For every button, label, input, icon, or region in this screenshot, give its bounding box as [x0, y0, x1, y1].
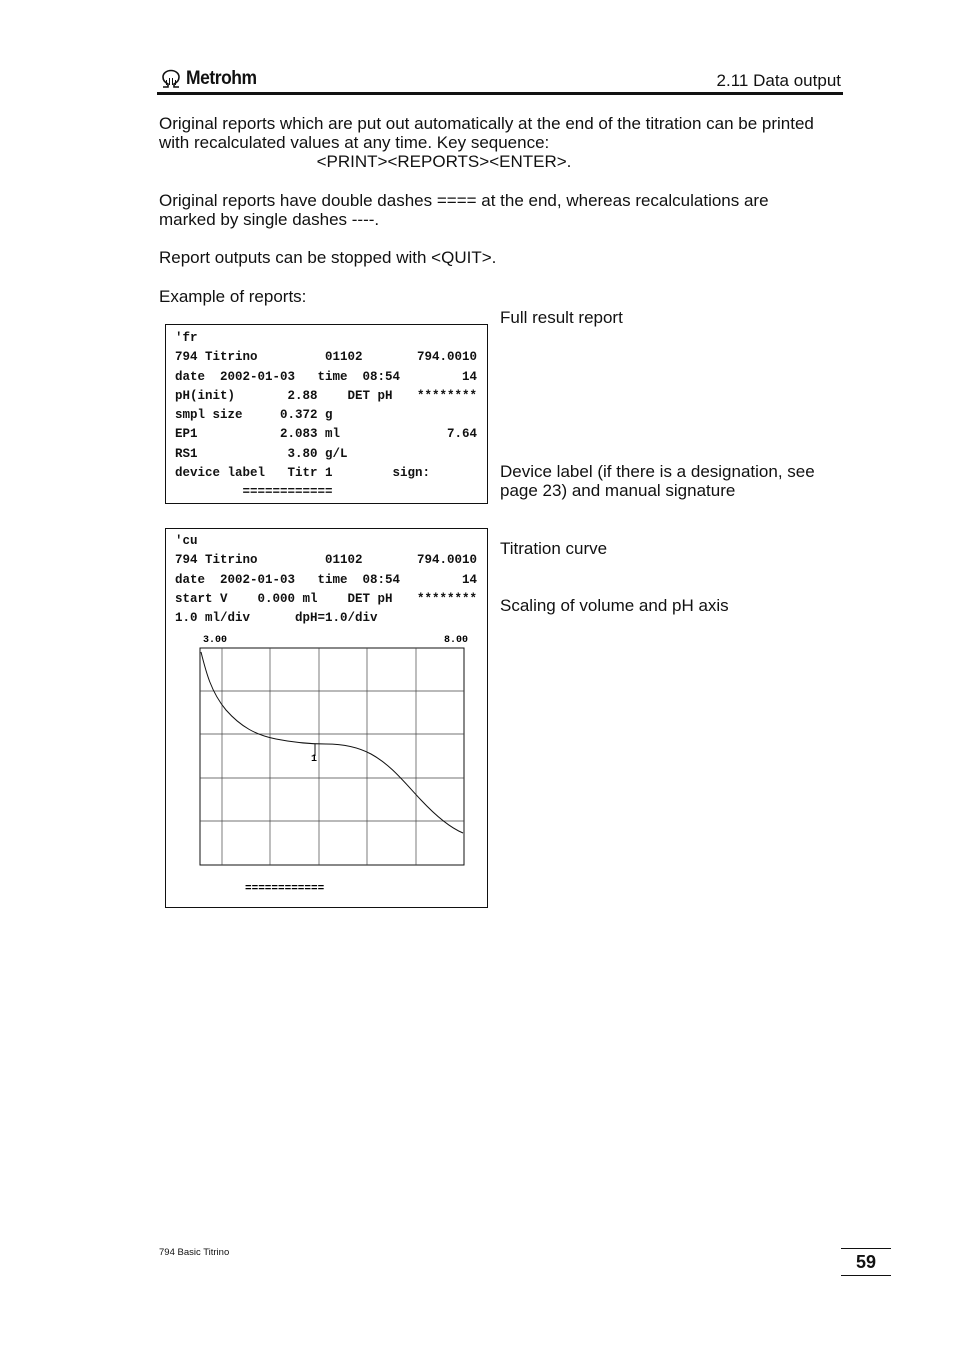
- annotation-full-result: Full result report: [500, 308, 623, 327]
- curve-svg: [166, 632, 487, 907]
- report-line-left: 'cu: [175, 534, 198, 548]
- report-line-left: 794 Titrino 01102: [175, 553, 363, 568]
- section-title: 2.11 Data output: [716, 71, 841, 90]
- axis-right-label: 8.00: [444, 635, 469, 646]
- paragraph-dashes: [159, 191, 839, 229]
- report-line-right: 14: [461, 369, 477, 384]
- report-line: [166, 406, 487, 425]
- report-line-left: start V 0.000 ml DET pH: [175, 591, 393, 606]
- titration-curve-line: [201, 652, 463, 833]
- report-line-left: smpl size 0.372 g: [175, 408, 333, 423]
- plot-frame: [200, 648, 464, 865]
- report-line: [166, 483, 487, 502]
- report-line-right: ********: [416, 388, 477, 403]
- report-line: [166, 551, 487, 570]
- paragraph-example: Example of reports:: [159, 287, 307, 306]
- paragraph-line: marked by single dashes ----.: [159, 210, 380, 229]
- report-line-left: ============: [175, 485, 333, 500]
- report-lines: [166, 532, 487, 628]
- report-line-left: 'fr: [175, 331, 198, 345]
- footer-product: 794 Basic Titrino: [159, 1247, 230, 1258]
- report-line: [166, 425, 487, 444]
- report-line-left: EP1 2.083 ml: [175, 427, 341, 442]
- report-line-left: date 2002-01-03 time 08:54: [175, 369, 401, 384]
- report-line: [166, 609, 487, 628]
- end-marker: ============: [245, 883, 325, 895]
- report-line-right: 794.0010: [416, 350, 477, 365]
- key-sequence: <PRINT><REPORTS><ENTER>.: [316, 152, 572, 171]
- metrohm-logo: [160, 66, 263, 92]
- titration-curve-plot: [166, 632, 487, 912]
- report-line: [166, 445, 487, 464]
- report-line: [166, 464, 487, 483]
- report-line: [166, 348, 487, 367]
- report-line-left: pH(init) 2.88 DET pH: [175, 388, 393, 403]
- endpoint-label: 1: [311, 754, 318, 765]
- annotation-device-label: [500, 462, 815, 500]
- axis-left-label: 3.00: [203, 635, 228, 646]
- titration-curve-report: [165, 528, 488, 908]
- report-line: [166, 590, 487, 609]
- annotation-line: page 23) and manual signature: [500, 481, 736, 500]
- report-line-left: date 2002-01-03 time 08:54: [175, 572, 401, 587]
- page-number: 59: [841, 1248, 891, 1276]
- annotation-line: Device label (if there is a designation, see: [500, 462, 815, 481]
- report-lines: [166, 329, 487, 503]
- paragraph-line: with recalculated values at any time. Key sequence:: [159, 133, 550, 152]
- report-line: [166, 571, 487, 590]
- header-rule: [157, 92, 843, 95]
- paragraph-line: Original reports have double dashes ==== at the end, whereas recalculations are: [159, 191, 769, 210]
- report-line: [166, 368, 487, 387]
- annotation-titration-curve: Titration curve: [500, 539, 608, 558]
- report-line-right: 794.0010: [416, 553, 477, 568]
- report-line-left: device label Titr 1 sign:: [175, 466, 431, 481]
- annotation-scaling: Scaling of volume and pH axis: [500, 596, 729, 615]
- report-line-left: 1.0 ml/div dpH=1.0/div: [175, 611, 378, 626]
- report-line-left: 794 Titrino 01102: [175, 350, 363, 365]
- report-line: [166, 387, 487, 406]
- paragraph-quit: Report outputs can be stopped with <QUIT>.: [159, 248, 497, 267]
- report-line-right: ********: [416, 591, 477, 606]
- full-result-report: [165, 324, 488, 504]
- grid: [200, 648, 464, 865]
- report-line: [166, 329, 487, 348]
- report-line-right: 14: [461, 572, 477, 587]
- report-line: [166, 532, 487, 551]
- paragraph-line: Original reports which are put out automatically at the end of the titration can be printed: [159, 114, 814, 133]
- report-line-left: RS1 3.80 g/L: [175, 446, 348, 461]
- paragraph-recalculation: [159, 114, 839, 171]
- report-line-right: 7.64: [446, 427, 477, 442]
- brand-name: Metrohm: [186, 68, 257, 89]
- omega-icon: [160, 69, 182, 89]
